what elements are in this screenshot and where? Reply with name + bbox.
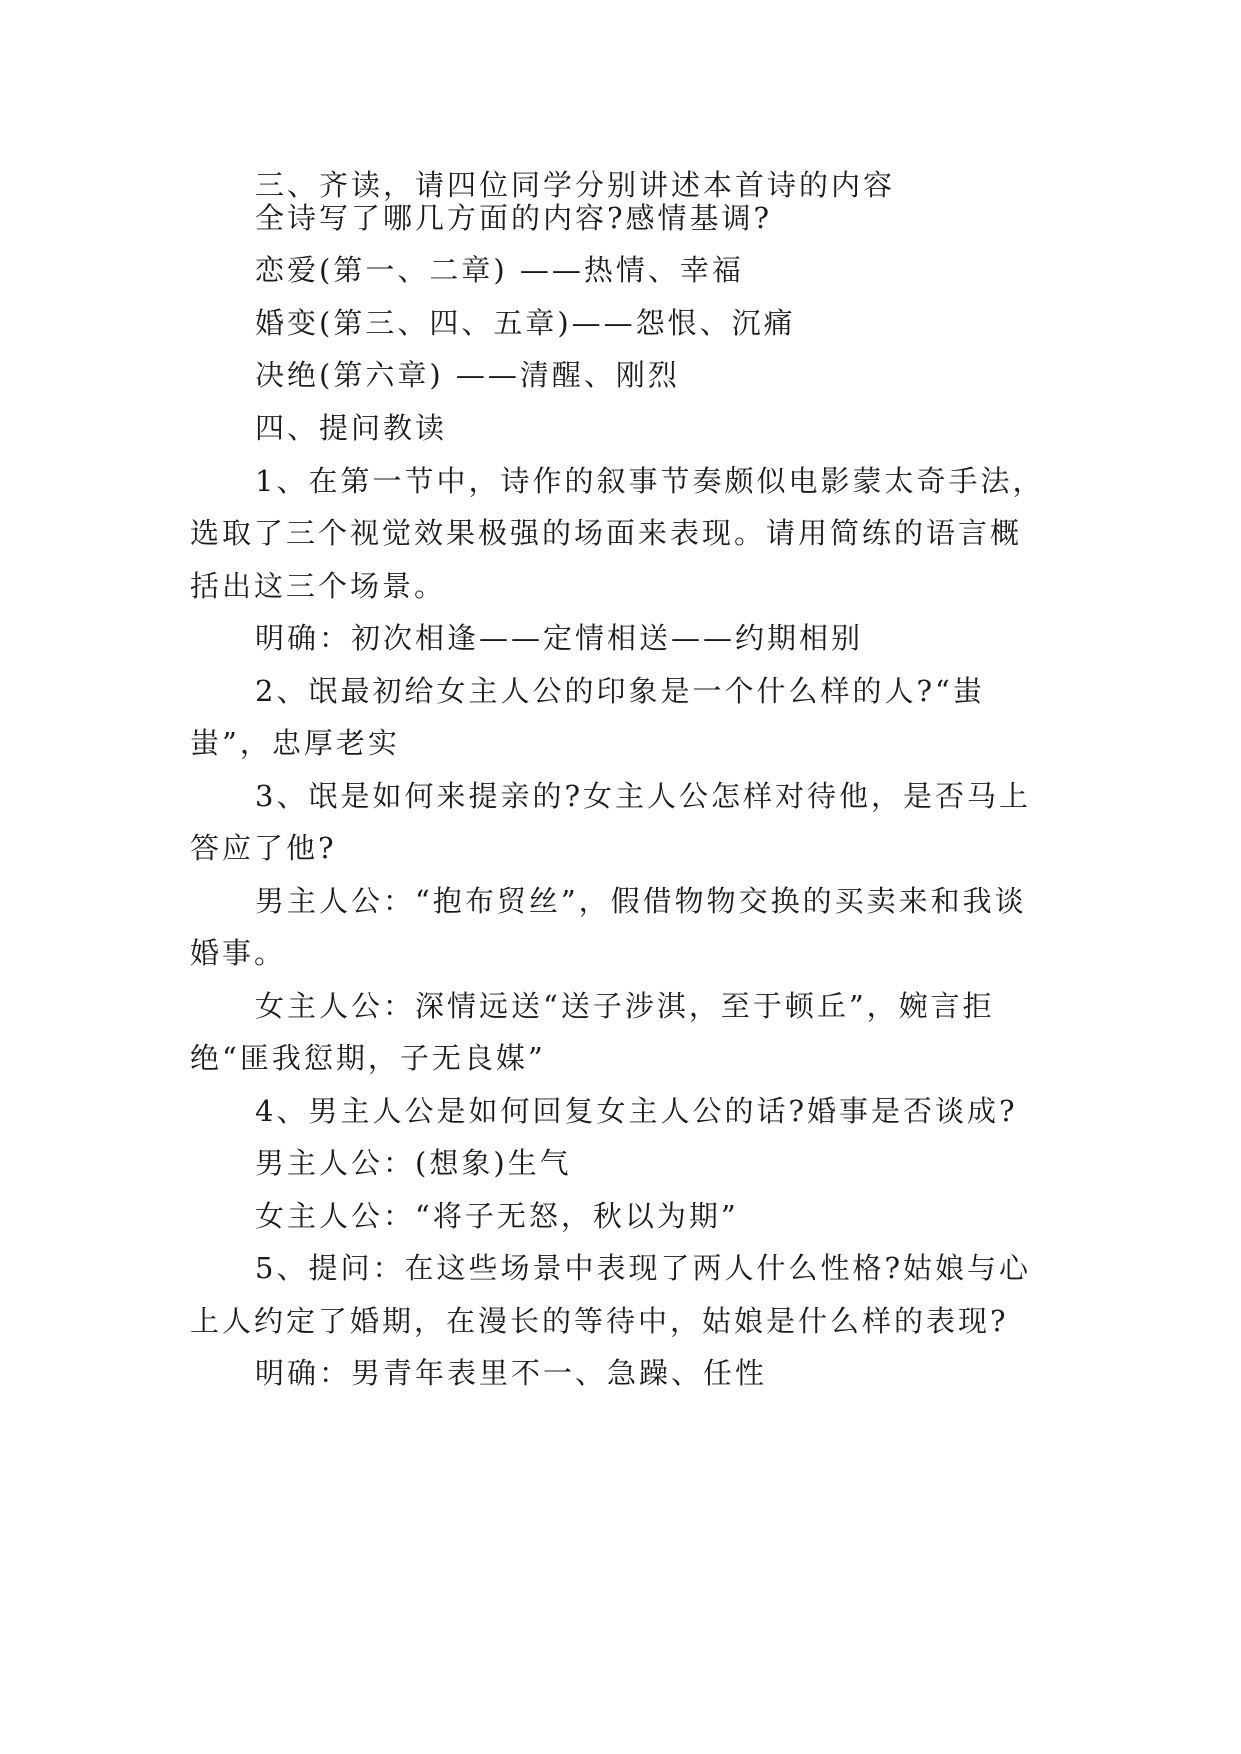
paragraph-line: 明确：男青年表里不一、急躁、任性 [255, 1356, 768, 1390]
paragraph-line: 选取了三个视觉效果极强的场面来表现。请用简练的语言概 [190, 516, 1023, 550]
section-heading-4: 四、提问教读 [255, 411, 448, 445]
paragraph-line: 蚩”，忠厚老实 [190, 726, 400, 760]
paragraph-line: 婚事。 [190, 936, 287, 970]
paragraph-line: 3、氓是如何来提亲的?女主人公怎样对待他，是否马上 [255, 779, 1031, 813]
section-heading-3: 三、齐读，请四位同学分别讲述本首诗的内容 [255, 168, 896, 202]
paragraph-line: 2、氓最初给女主人公的印象是一个什么样的人?“蚩 [255, 674, 985, 708]
paragraph-line: 1、在第一节中，诗作的叙事节奏颇似电影蒙太奇手法， [255, 464, 1045, 498]
paragraph-line: 答应了他? [190, 831, 337, 865]
paragraph-line: 全诗写了哪几方面的内容?感情基调? [255, 201, 773, 235]
paragraph-line: 决绝(第六章) ——清醒、刚烈 [255, 358, 680, 392]
paragraph-line: 括出这三个场景。 [190, 569, 447, 603]
paragraph-line: 男主人公：(想象)生气 [255, 1146, 572, 1180]
paragraph-line: 绝“匪我愆期，子无良媒” [190, 1041, 546, 1075]
paragraph-line: 恋爱(第一、二章) ——热情、幸福 [255, 253, 744, 287]
paragraph-line: 上人约定了婚期，在漫长的等待中，姑娘是什么样的表现? [190, 1304, 1009, 1338]
paragraph-line: 明确：初次相逢——定情相送——约期相别 [255, 621, 864, 655]
paragraph-line: 男主人公：“抱布贸丝”，假借物物交换的买卖来和我谈 [255, 884, 1027, 918]
paragraph-line: 女主人公：深情远送“送子涉淇，至于顿丘”，婉言拒 [255, 989, 995, 1023]
paragraph-line: 4、男主人公是如何回复女主人公的话?婚事是否谈成? [255, 1094, 1018, 1128]
paragraph-line: 5、提问：在这些场景中表现了两人什么性格?姑娘与心 [255, 1251, 1031, 1285]
paragraph-line: 女主人公：“将子无怒，秋以为期” [255, 1199, 739, 1233]
paragraph-line: 婚变(第三、四、五章)——怨恨、沉痛 [255, 306, 796, 340]
